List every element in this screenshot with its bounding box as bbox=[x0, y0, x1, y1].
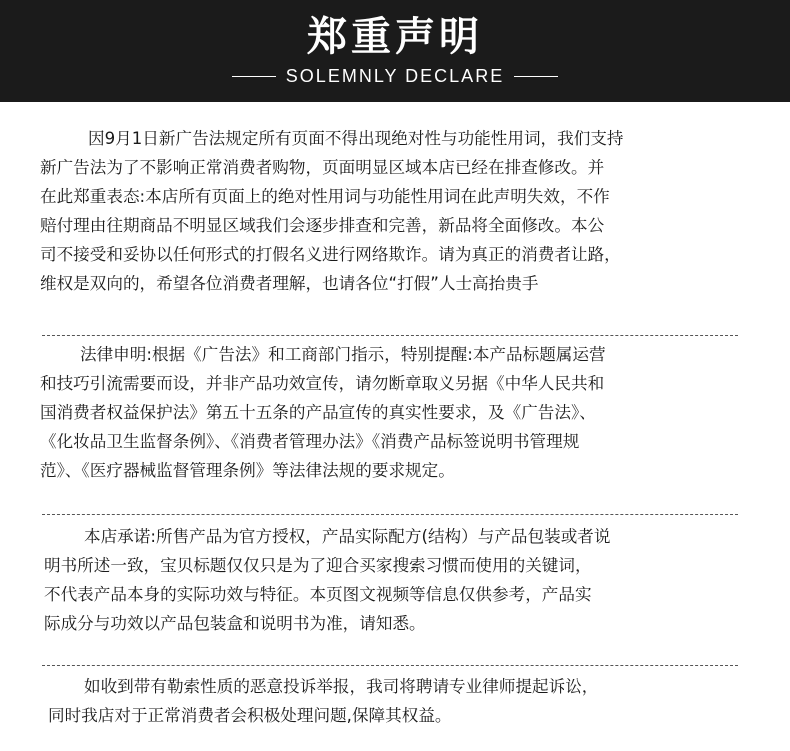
dashed-divider bbox=[42, 514, 738, 515]
text-line: 法律申明:根据《广告法》和工商部门指示，特别提醒:本产品标题属运营 bbox=[80, 345, 606, 364]
text-line: 新广告法为了不影响正常消费者购物，页面明显区域本店已经在排查修改。并 bbox=[40, 158, 605, 177]
text-line: 不代表产品本身的实际功效与特征。本页图文视频等信息仅供参考，产品实 bbox=[44, 585, 592, 604]
text-line: 际成分与功效以产品包装盒和说明书为准，请知悉。 bbox=[44, 614, 426, 633]
text-line: 因9月1日新广告法规定所有页面不得出现绝对性与功能性用词，我们支持 bbox=[88, 129, 624, 148]
text-line: 范》、《医疗器械监督管理条例》等法律法规的要求规定。 bbox=[40, 461, 455, 480]
store-promise-paragraph bbox=[40, 522, 742, 638]
text-line: 在此郑重表态:本店所有页面上的绝对性用词与功能性用词在此声明失效，不作 bbox=[40, 187, 610, 206]
text-line: 司不接受和妥协以任何形式的打假名义进行网络欺诈。请为真正的消费者让路， bbox=[40, 245, 621, 264]
text-line: 如收到带有勒索性质的恶意投诉举报，我司将聘请专业律师提起诉讼， bbox=[84, 677, 599, 696]
text-line: 和技巧引流需要而设，并非产品功效宣传，请勿断章取义另据《中华人民共和 bbox=[40, 374, 605, 393]
legal-statement-paragraph bbox=[40, 340, 742, 485]
subtitle-left-rule bbox=[232, 76, 276, 77]
dashed-divider bbox=[42, 335, 738, 336]
page-title: 郑重声明 bbox=[307, 14, 483, 60]
subtitle-right-rule bbox=[514, 76, 558, 77]
text-line: 《化妆品卫生监督条例》、《消费者管理办法》《消费产品标签说明书管理规 bbox=[40, 432, 580, 451]
complaint-notice-paragraph bbox=[40, 672, 742, 730]
text-line: 国消费者权益保护法》第五十五条的产品宣传的真实性要求，及《广告法》、 bbox=[40, 403, 596, 422]
dashed-divider bbox=[42, 665, 738, 666]
text-line: 维权是双向的，希望各位消费者理解，也请各位“打假”人士高抬贵手 bbox=[40, 274, 539, 293]
text-line: 明书所述一致，宝贝标题仅仅只是为了迎合买家搜索习惯而使用的关键词， bbox=[44, 556, 592, 575]
text-line: 同时我店对于正常消费者会积极处理问题,保障其权益。 bbox=[48, 706, 452, 725]
subtitle-row bbox=[0, 64, 790, 88]
text-line: 赔付理由往期商品不明显区域我们会逐步排查和完善，新品将全面修改。本公 bbox=[40, 216, 605, 235]
declaration-paragraph bbox=[40, 124, 742, 298]
header-banner bbox=[0, 0, 790, 102]
page-subtitle: SOLEMNLY DECLARE bbox=[285, 66, 505, 86]
text-line: 本店承诺:所售产品为官方授权，产品实际配方(结构）与产品包装或者说 bbox=[84, 527, 611, 546]
